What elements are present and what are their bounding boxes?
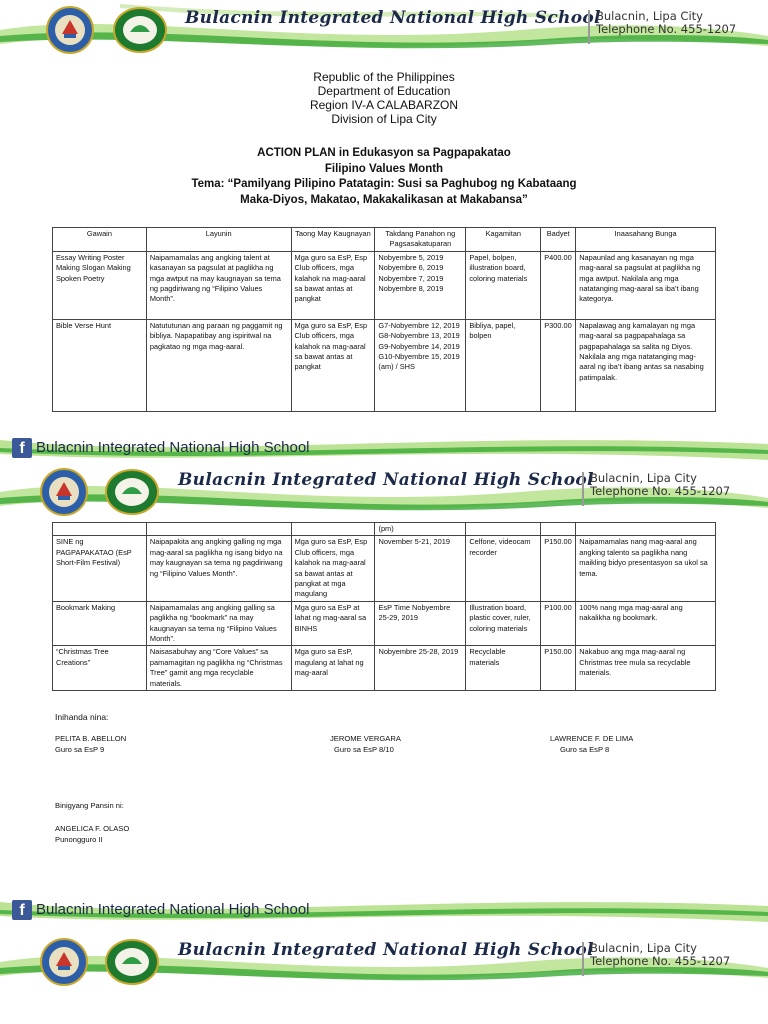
facebook-icon: f <box>12 438 32 458</box>
school-location: Bulacnin, Lipa City <box>590 471 697 485</box>
action-plan-table-continued <box>52 522 716 691</box>
republic-line: Republic of the Philippines <box>313 70 455 84</box>
cell-gawain <box>53 523 147 536</box>
cell-kagamitan: Bibliya, papel, bolpen <box>466 319 541 411</box>
facebook-page-name: Bulacnin Integrated National High School <box>36 439 310 456</box>
header-banner <box>0 932 768 992</box>
header-kagamitan: Kagamitan <box>466 228 541 252</box>
cell-kagamitan <box>466 523 541 536</box>
cell-gawain: Essay Writing Poster Making Slogan Making Spoken Poetry <box>53 251 147 319</box>
cell-panahon: Nobyembre 5, 2019 Nobyembre 6, 2019 Nobyembre 7, 2019 Nobyembre 8, 2019 <box>375 251 466 319</box>
cell-badyet: P150.00 <box>541 536 576 601</box>
school-contact <box>582 942 762 976</box>
cell-taong: Mga guro sa EsP, magulang at lahat ng mag-aaral <box>291 646 375 691</box>
cell-taong: Mga guro sa EsP, Esp Club officers, mga kalahok na mag-aaral sa bawat antas at pangkat <box>291 319 375 411</box>
school-name: Bulacnin Integrated National High School <box>178 940 594 960</box>
header-taong: Taong May Kaugnayan <box>291 228 375 252</box>
school-logo-icon <box>104 468 160 516</box>
school-logo-icon <box>112 6 168 54</box>
cell-kagamitan: Illustration board, plastic cover, ruler, coloring materials <box>466 601 541 646</box>
cell-layunin <box>146 523 291 536</box>
cell-panahon: November 5-21, 2019 <box>375 536 466 601</box>
school-name: Bulacnin Integrated National High School <box>185 8 601 28</box>
cell-bunga: 100% nang mga mag-aaral ang nakalikha ng bookmark. <box>576 601 716 646</box>
cell-badyet: P300.00 <box>541 319 576 411</box>
cell-layunin: Naisasabuhay ang “Core Values” sa pamamagitan ng paglikha ng “Christmas Tree” gamit ang mga recyclable materials. <box>146 646 291 691</box>
cell-panahon: (pm) <box>375 523 466 536</box>
cell-kagamitan: Celfone, videocam recorder <box>466 536 541 601</box>
school-name: Bulacnin Integrated National High School <box>178 470 594 490</box>
signatory-3 <box>550 734 633 755</box>
cell-gawain: “Christmas Tree Creations” <box>53 646 147 691</box>
footer-strip <box>0 430 768 466</box>
cell-badyet: P400.00 <box>541 251 576 319</box>
school-seal-icon <box>40 938 88 986</box>
cell-bunga: Napaunlad ang kasanayan ng mga mag-aaral sa pagsulat at paglikha ng mga awtput. Nakilala ang mga natatanging mag-aaral sa iba’t ibang kategorya. <box>576 251 716 319</box>
region-line: Region IV-A CALABARZON <box>309 98 459 112</box>
header-bunga: Inaasahang Bunga <box>576 228 716 252</box>
cell-layunin: Natututunan ang paraan ng paggamit ng bibliya. Napapatibay ang ispiritwal na pagkatao ng mga mag-aaral. <box>146 319 291 411</box>
cell-kagamitan: Papel, bolpen, illustration board, coloring materials <box>466 251 541 319</box>
header-banner <box>0 462 768 522</box>
school-location: Bulacnin, Lipa City <box>590 941 697 955</box>
signatory-2 <box>330 734 401 755</box>
school-contact <box>582 472 762 506</box>
facebook-icon: f <box>12 900 32 920</box>
plan-theme-line1: Tema: “Pamilyang Pilipino Patatagin: Susi sa Paghubog ng Kabataang <box>191 178 577 190</box>
signatory-role: Guro sa EsP 8 <box>560 744 610 754</box>
approver-role: Punongguro II <box>55 834 103 844</box>
department-line: Department of Education <box>317 84 451 98</box>
cell-layunin: Naipamamalas ang angking talent at kasanayan sa pagsulat at paglikha ng mga awtput na may kaugnayan sa tema ng pagdiriwang ng “Filipino Values Month”. <box>146 251 291 319</box>
school-location: Bulacnin, Lipa City <box>596 9 703 23</box>
school-seal-icon <box>46 6 94 54</box>
facebook-page-name: Bulacnin Integrated National High School <box>36 901 310 918</box>
table-row <box>53 601 716 646</box>
cell-bunga <box>576 523 716 536</box>
header-banner <box>0 0 768 60</box>
signatory-name: PELITA B. ABELLON <box>55 734 127 743</box>
cell-bunga: Nakabuo ang mga mag-aaral ng Christmas tree mula sa recyclable materials. <box>576 646 716 691</box>
cell-taong: Mga guro sa EsP, Esp Club officers, mga kalahok na mag-aaral sa bawat antas at pangkat at mga magulang <box>291 536 375 601</box>
school-logo-icon <box>104 938 160 986</box>
signatory-role: Guro sa EsP 8/10 <box>334 744 394 754</box>
header-layunin: Layunin <box>146 228 291 252</box>
table-row <box>53 523 716 536</box>
signatory-role: Guro sa EsP 9 <box>55 744 105 754</box>
header-panahon: Takdang Panahon ng Pagsasakatuparan <box>375 228 466 252</box>
cell-layunin: Naipamamalas ang angking galling sa paglikha ng “bookmark” na may kaugnayan sa tema ng “Filipino Values Month”. <box>146 601 291 646</box>
cell-bunga: Napalawag ang kamalayan ng mga mag-aaral sa pagpapahalaga sa pagpapahalaga sa salita ng Diyos. Nakilala ang mga natatanging mag-aaral ng iba’t ibang antas sa nasabing patimpalak. <box>576 319 716 411</box>
header-badyet: Badyet <box>541 228 576 252</box>
cell-badyet <box>541 523 576 536</box>
prepared-by-label: Inihanda nina: <box>55 712 109 722</box>
cell-badyet: P100.00 <box>541 601 576 646</box>
action-plan-table <box>52 227 716 412</box>
table-row <box>53 251 716 319</box>
cell-layunin: Naipapakita ang angking galling ng mga mag-aaral sa paglikha ng isang bidyo na may kaugnayan sa tema ng pagdiriwang ng “Filipino Values Month”. <box>146 536 291 601</box>
school-contact <box>588 10 768 44</box>
cell-kagamitan: Recyclable materials <box>466 646 541 691</box>
footer-strip <box>0 892 768 928</box>
cell-panahon: EsP Time Nobyembre 25-29, 2019 <box>375 601 466 646</box>
approver <box>55 824 129 845</box>
signatory-1 <box>55 734 126 755</box>
table-row <box>53 536 716 601</box>
approver-name: ANGELICA F. OLASO <box>55 824 130 833</box>
division-line: Division of Lipa City <box>331 112 437 126</box>
cell-taong <box>291 523 375 536</box>
approved-by-label: Binigyang Pansin ni: <box>55 801 124 810</box>
plan-subtitle: Filipino Values Month <box>324 162 444 175</box>
cell-taong: Mga guro sa EsP, Esp Club officers, mga kalahok na mag-aaral sa bawat antas at pangkat <box>291 251 375 319</box>
table-header-row <box>53 228 716 252</box>
cell-panahon: G7-Nobyembre 12, 2019 G8-Nobyembre 13, 2019 G9-Nobyembre 14, 2019 G10-Nbyembre 15, 2019 (am) / SHS <box>375 319 466 411</box>
cell-taong: Mga guro sa EsP at lahat ng mag-aaral sa BINHS <box>291 601 375 646</box>
cell-gawain: SINE ng PAGPAPAKATAO (EsP Short-Film Festival) <box>53 536 147 601</box>
school-seal-icon <box>40 468 88 516</box>
header-gawain: Gawain <box>53 228 147 252</box>
cell-gawain: Bible Verse Hunt <box>53 319 147 411</box>
school-telephone: Telephone No. 455-1207 <box>596 22 737 36</box>
plan-title-block <box>0 146 768 208</box>
table-row <box>53 319 716 411</box>
cell-badyet: P150.00 <box>541 646 576 691</box>
cell-gawain: Bookmark Making <box>53 601 147 646</box>
school-telephone: Telephone No. 455-1207 <box>590 484 731 498</box>
plan-theme-line2: Maka-Diyos, Makatao, Makakalikasan at Makabansa” <box>240 193 528 206</box>
signatory-name: JEROME VERGARA <box>330 734 401 743</box>
cell-panahon: Nobyembre 25-28, 2019 <box>375 646 466 691</box>
plan-title: ACTION PLAN in Edukasyon sa Pagpapakatao <box>257 147 511 159</box>
table-row <box>53 646 716 691</box>
government-heading <box>0 70 768 126</box>
cell-bunga: Naipamamalas nang mag-aaral ang angking talento sa paglikha nang maikling bidyo presentasyon sa ukol sa tema. <box>576 536 716 601</box>
school-telephone: Telephone No. 455-1207 <box>590 954 731 968</box>
signatory-name: LAWRENCE F. DE LIMA <box>550 734 634 743</box>
